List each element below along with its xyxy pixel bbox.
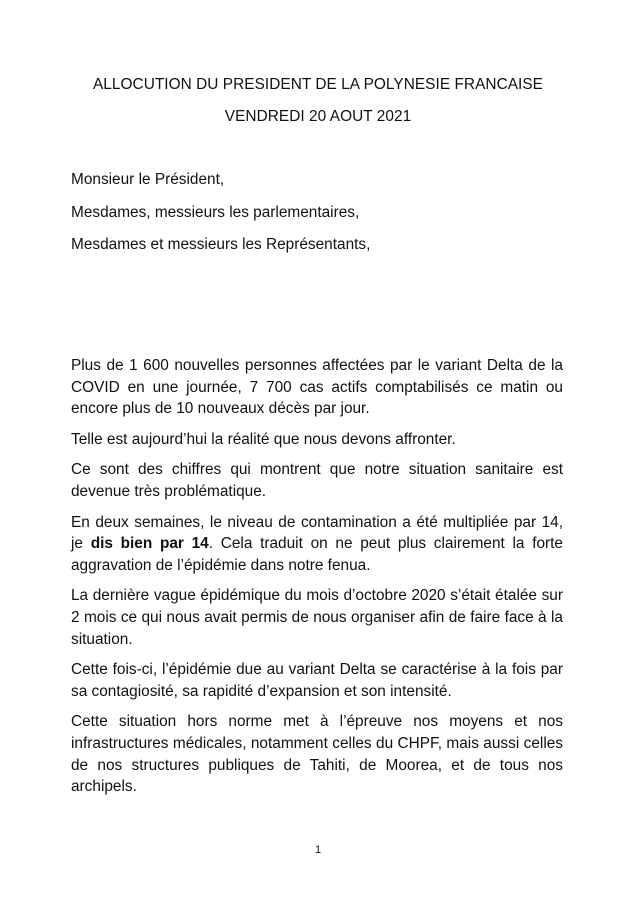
paragraph-4-end: . Cela traduit on ne peut plus clairement la forte aggravation de l’épidémie dans notre fenua. [71, 535, 563, 574]
paragraph-4-start: En deux semaines, le niveau de contamination a été multipliée par 14, je [71, 513, 563, 553]
paragraph-7: Cette situation hors norme met à l’épreuve nos moyens et nos infrastructures médicales, notamment celles du CHPF, mais aussi celles de nos structures publiques de Tahiti, de Moorea, et de tous nos archipels. [71, 713, 563, 796]
paragraph-2: Telle est aujourd’hui la réalité que nous devons affronter. [71, 430, 456, 448]
paragraph-6: Cette fois-ci, l’épidémie due au variant Delta se caractérise à la fois par sa contagiosité, sa rapidité d’expansion et son intensité. [71, 661, 563, 700]
paragraph-5: La dernière vague épidémique du mois d’octobre 2020 s’était étalée sur 2 mois ce qui nous avait permis de nous organiser afin de faire face à la situation. [71, 587, 563, 648]
document-title: ALLOCUTION DU PRESIDENT DE LA POLYNESIE FRANCAISE [92, 76, 544, 93]
document-date: VENDREDI 20 AOUT 2021 [224, 108, 412, 125]
paragraph-1: Plus de 1 600 nouvelles personnes affectées par le variant Delta de la COVID en une journée, 7 700 cas actifs comptabilisés ce matin ou encore plus de 10 nouveaux décès par jour. [71, 357, 563, 418]
salutation-president: Monsieur le Président, [71, 171, 225, 188]
speech-body [71, 355, 563, 807]
paragraph-4 [71, 512, 563, 577]
page-number: 1 [314, 844, 322, 856]
salutation-parlementaires: Mesdames, messieurs les parlementaires, [71, 204, 360, 221]
paragraph-4-emphasis: dis bien par 14 [90, 535, 209, 553]
salutation-representants: Mesdames et messieurs les Représentants, [71, 236, 371, 253]
paragraph-3: Ce sont des chiffres qui montrent que notre situation sanitaire est devenue très problématique. [71, 461, 563, 500]
